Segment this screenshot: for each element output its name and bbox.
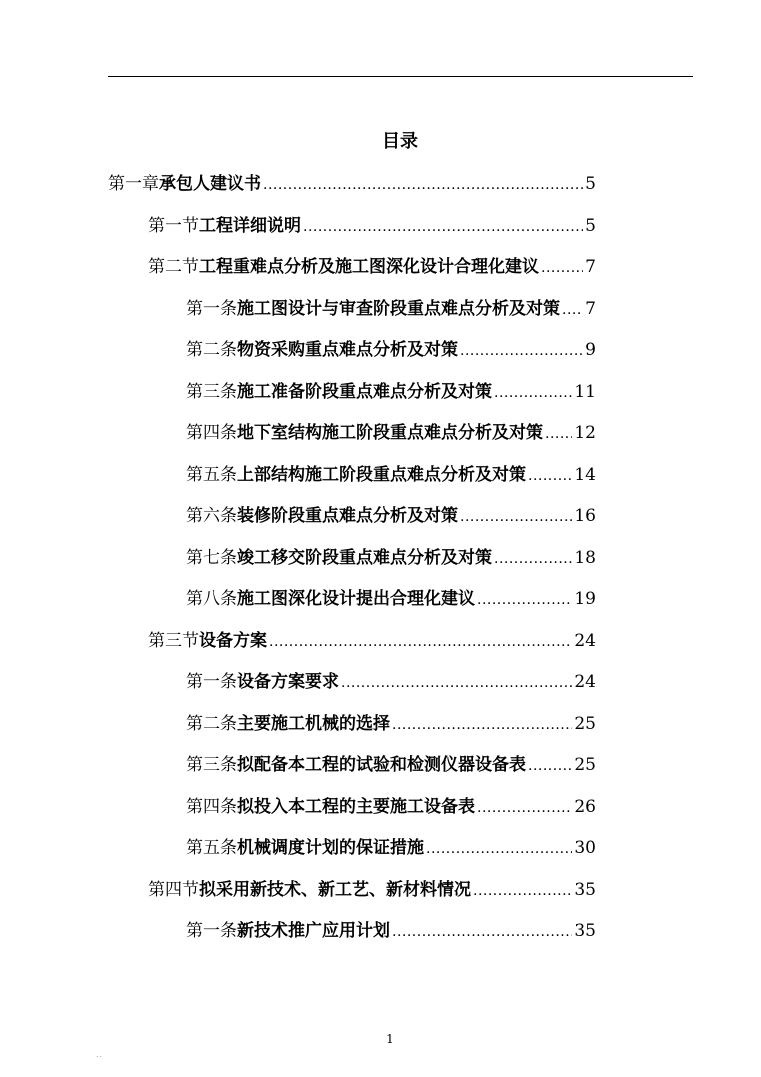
toc-entry-page: 14 xyxy=(574,465,596,485)
toc-leader-dots xyxy=(460,505,572,529)
toc-leader-dots xyxy=(477,796,572,820)
toc-entry[interactable] xyxy=(186,587,596,611)
toc-entry-page: 25 xyxy=(574,755,596,775)
toc-entry-number: 第六条 xyxy=(186,506,237,526)
toc-entry[interactable] xyxy=(186,463,596,487)
toc-entry[interactable] xyxy=(186,753,596,777)
toc-entry-number: 第三条 xyxy=(186,755,237,775)
toc-entry-title: 竣工移交阶段重点难点分析及对策 xyxy=(237,548,492,568)
toc-entry-page: 24 xyxy=(574,672,596,692)
toc-entry-number: 第一条 xyxy=(186,299,237,319)
toc-entry-page: 9 xyxy=(585,340,596,360)
toc-leader-dots xyxy=(528,464,572,488)
toc-entry-title: 工程详细说明 xyxy=(199,216,301,236)
toc-entry-title: 工程重难点分析及施工图深化设计合理化建议 xyxy=(199,257,539,277)
toc-title: 目录 xyxy=(382,131,418,152)
corner-mark: .. xyxy=(96,1050,104,1059)
toc-entry-page: 35 xyxy=(574,880,596,900)
toc-entry-number: 第一条 xyxy=(186,672,237,692)
toc-entry[interactable] xyxy=(186,546,596,570)
toc-leader-dots xyxy=(269,630,572,654)
toc-entry-title: 物资采购重点难点分析及对策 xyxy=(237,340,458,360)
toc-entry[interactable] xyxy=(186,670,596,694)
toc-entry-page: 19 xyxy=(574,589,596,609)
toc-entry-page: 16 xyxy=(574,506,596,526)
toc-entry[interactable] xyxy=(148,878,596,902)
toc-entry-title: 拟投入本工程的主要施工设备表 xyxy=(237,797,475,817)
toc-entry-number: 第三节 xyxy=(148,631,199,651)
toc-entry[interactable] xyxy=(186,380,596,404)
toc-entry-number: 第二节 xyxy=(148,257,199,277)
toc-entry-number: 第三条 xyxy=(186,382,237,402)
toc-entry-number: 第一条 xyxy=(186,921,237,941)
toc-entry[interactable] xyxy=(186,297,596,321)
toc-entry-page: 7 xyxy=(585,257,596,277)
toc-leader-dots xyxy=(392,920,572,944)
toc-entry-number: 第一节 xyxy=(148,216,199,236)
toc-entry-page: 18 xyxy=(574,548,596,568)
toc-entry-number: 第二条 xyxy=(186,714,237,734)
toc-entry-title: 拟采用新技术、新工艺、新材料情况 xyxy=(199,880,471,900)
toc-entry-title: 拟配备本工程的试验和检测仪器设备表 xyxy=(237,755,526,775)
toc-entry[interactable] xyxy=(148,629,596,653)
toc-leader-dots xyxy=(392,713,572,737)
toc-entry-page: 24 xyxy=(574,631,596,651)
toc-entry-number: 第一章 xyxy=(108,174,159,194)
toc-leader-dots xyxy=(541,256,583,280)
toc-entry-number: 第二条 xyxy=(186,340,237,360)
toc-entry[interactable] xyxy=(186,504,596,528)
toc-leader-dots xyxy=(528,754,572,778)
toc-entry-page: 5 xyxy=(585,216,596,236)
toc-entry-title: 地下室结构施工阶段重点难点分析及对策 xyxy=(237,423,543,443)
toc-leader-dots xyxy=(477,588,572,612)
toc-leader-dots xyxy=(460,339,583,363)
toc-entry-title: 设备方案要求 xyxy=(237,672,339,692)
toc-entry-page: 11 xyxy=(574,382,596,402)
toc-entry-page: 7 xyxy=(585,299,596,319)
toc-leader-dots xyxy=(341,671,572,695)
toc-entry-title: 施工图设计与审查阶段重点难点分析及对策 xyxy=(237,299,560,319)
toc-entry-number: 第四条 xyxy=(186,423,237,443)
toc-entry-title: 主要施工机械的选择 xyxy=(237,714,390,734)
toc-entry[interactable] xyxy=(148,214,596,238)
toc-leader-dots xyxy=(494,547,572,571)
toc-leader-dots xyxy=(494,381,572,405)
toc-leader-dots xyxy=(263,173,583,197)
toc-entry-title: 机械调度计划的保证措施 xyxy=(237,838,424,858)
toc-entry-title: 施工准备阶段重点难点分析及对策 xyxy=(237,382,492,402)
toc-entry[interactable] xyxy=(186,919,596,943)
toc-leader-dots xyxy=(562,298,583,322)
toc-entry-page: 25 xyxy=(574,714,596,734)
toc-entry-number: 第五条 xyxy=(186,838,237,858)
toc-entry-page: 5 xyxy=(585,174,596,194)
toc-entry-page: 35 xyxy=(574,921,596,941)
toc-entry[interactable] xyxy=(186,421,596,445)
toc-entry-title: 上部结构施工阶段重点难点分析及对策 xyxy=(237,465,526,485)
toc-entry[interactable] xyxy=(148,255,596,279)
toc-entry[interactable] xyxy=(186,795,596,819)
toc-leader-dots xyxy=(303,215,583,239)
toc-entry[interactable] xyxy=(186,712,596,736)
toc-leader-dots xyxy=(426,837,572,861)
toc-entry-title: 施工图深化设计提出合理化建议 xyxy=(237,589,475,609)
page-number: 1 xyxy=(386,1032,394,1046)
toc-entry[interactable] xyxy=(186,836,596,860)
toc-entry-number: 第七条 xyxy=(186,548,237,568)
toc-entry[interactable] xyxy=(186,338,596,362)
toc-entry-number: 第八条 xyxy=(186,589,237,609)
toc-leader-dots xyxy=(473,879,572,903)
toc-leader-dots xyxy=(545,422,572,446)
toc-entry[interactable] xyxy=(108,172,596,196)
toc-entry-number: 第四节 xyxy=(148,880,199,900)
toc-entry-number: 第四条 xyxy=(186,797,237,817)
toc-entry-title: 装修阶段重点难点分析及对策 xyxy=(237,506,458,526)
toc-entry-page: 12 xyxy=(574,423,596,443)
toc-entry-title: 设备方案 xyxy=(199,631,267,651)
toc-entry-title: 新技术推广应用计划 xyxy=(237,921,390,941)
toc-entry-title: 承包人建议书 xyxy=(159,174,261,194)
toc-entry-page: 30 xyxy=(574,838,596,858)
toc-entry-page: 26 xyxy=(574,797,596,817)
toc-entry-number: 第五条 xyxy=(186,465,237,485)
